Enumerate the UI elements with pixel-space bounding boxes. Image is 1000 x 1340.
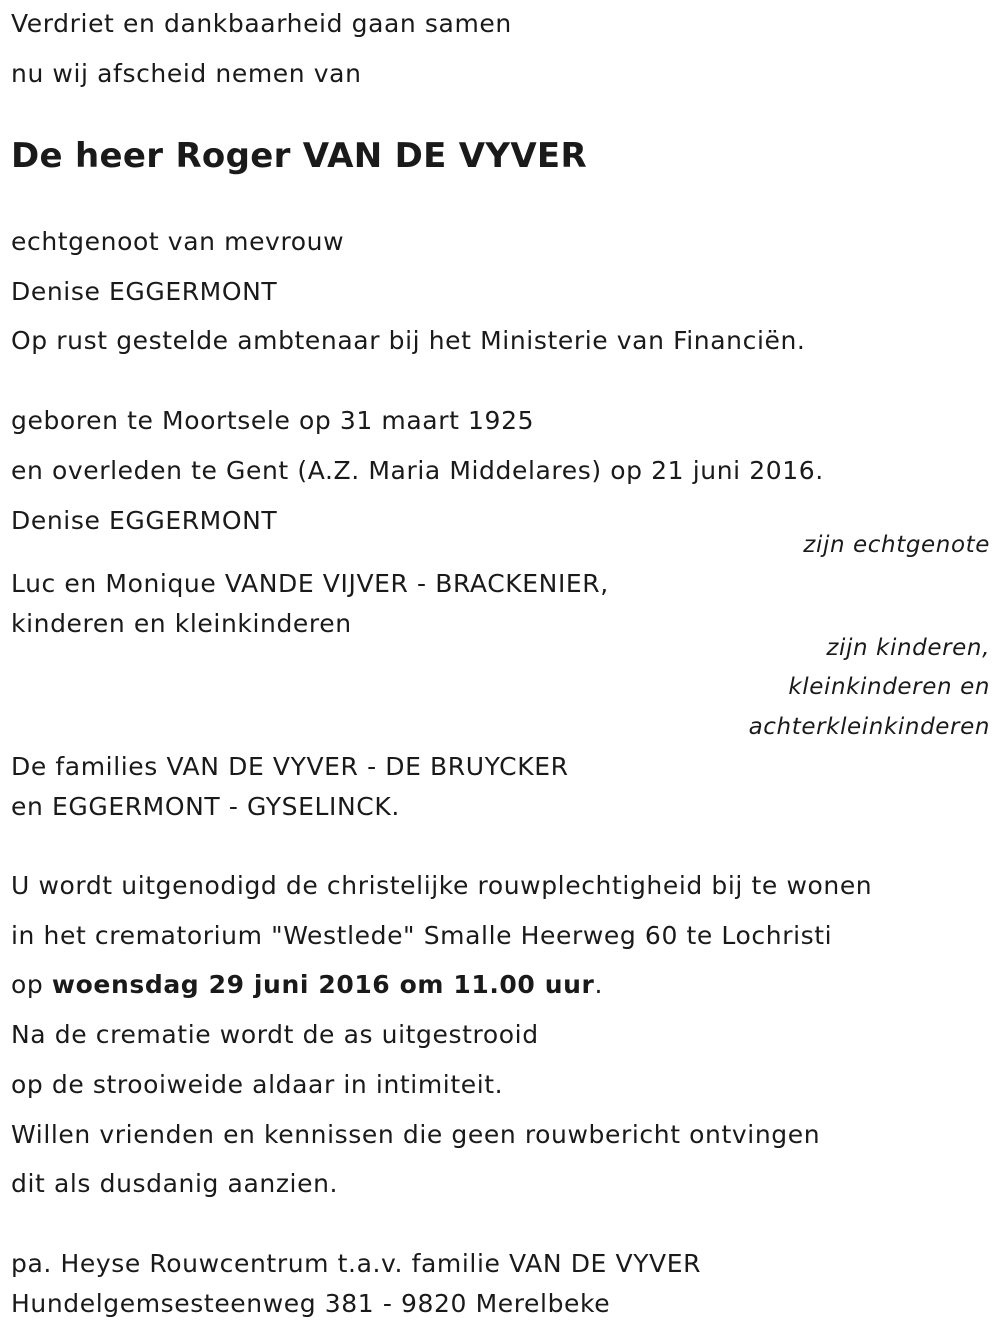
spouse-label: echtgenoot van mevrouw — [11, 227, 345, 256]
ceremony-line-6: Willen vrienden en kennissen die geen rouwbericht ontvingen — [11, 1120, 821, 1149]
ceremony-date-suffix: . — [594, 970, 603, 999]
ceremony-date: woensdag 29 juni 2016 om 11.00 uur — [51, 970, 595, 999]
occupation: Op rust gestelde ambtenaar bij het Ministerie van Financiën. — [11, 326, 806, 355]
ceremony-date-prefix: op — [11, 970, 52, 999]
mourner-children-line-1: Luc en Monique VANDE VIJVER - BRACKENIER, — [11, 569, 609, 598]
families-line-1: De families VAN DE VYVER - DE BRUYCKER — [11, 752, 569, 781]
ceremony-line-2: in het crematorium "Westlede" Smalle Heerweg 60 te Lochristi — [11, 921, 833, 950]
deceased-name: De heer Roger VAN DE VYVER — [11, 136, 587, 176]
ceremony-line-3 — [11, 970, 603, 1000]
mourner-spouse-name: Denise EGGERMONT — [11, 506, 278, 535]
mourner-children-role-2: kleinkinderen en — [788, 674, 990, 700]
ceremony-line-5: op de strooiweide aldaar in intimiteit. — [11, 1070, 504, 1099]
ceremony-line-1: U wordt uitgenodigd de christelijke rouwplechtigheid bij te wonen — [11, 871, 873, 900]
mourner-children-line-2: kinderen en kleinkinderen — [11, 609, 352, 638]
mourner-children-role-1: zijn kinderen, — [826, 635, 990, 661]
intro-line-2: nu wij afscheid nemen van — [11, 59, 362, 88]
ceremony-line-4: Na de crematie wordt de as uitgestrooid — [11, 1020, 539, 1049]
mourner-children-role-3: achterkleinkinderen — [748, 714, 990, 740]
contact-line-2: Hundelgemsesteenweg 381 - 9820 Merelbeke — [11, 1289, 611, 1318]
contact-line-1: pa. Heyse Rouwcentrum t.a.v. familie VAN DE VYVER — [11, 1249, 702, 1278]
mourner-spouse-role: zijn echtgenote — [803, 532, 990, 558]
death-line: en overleden te Gent (A.Z. Maria Middelares) op 21 juni 2016. — [11, 456, 824, 485]
intro-line-1: Verdriet en dankbaarheid gaan samen — [11, 9, 512, 38]
ceremony-line-7: dit als dusdanig aanzien. — [11, 1169, 339, 1198]
spouse-name: Denise EGGERMONT — [11, 277, 278, 306]
birth-line: geboren te Moortsele op 31 maart 1925 — [11, 406, 535, 435]
families-line-2: en EGGERMONT - GYSELINCK. — [11, 792, 400, 821]
